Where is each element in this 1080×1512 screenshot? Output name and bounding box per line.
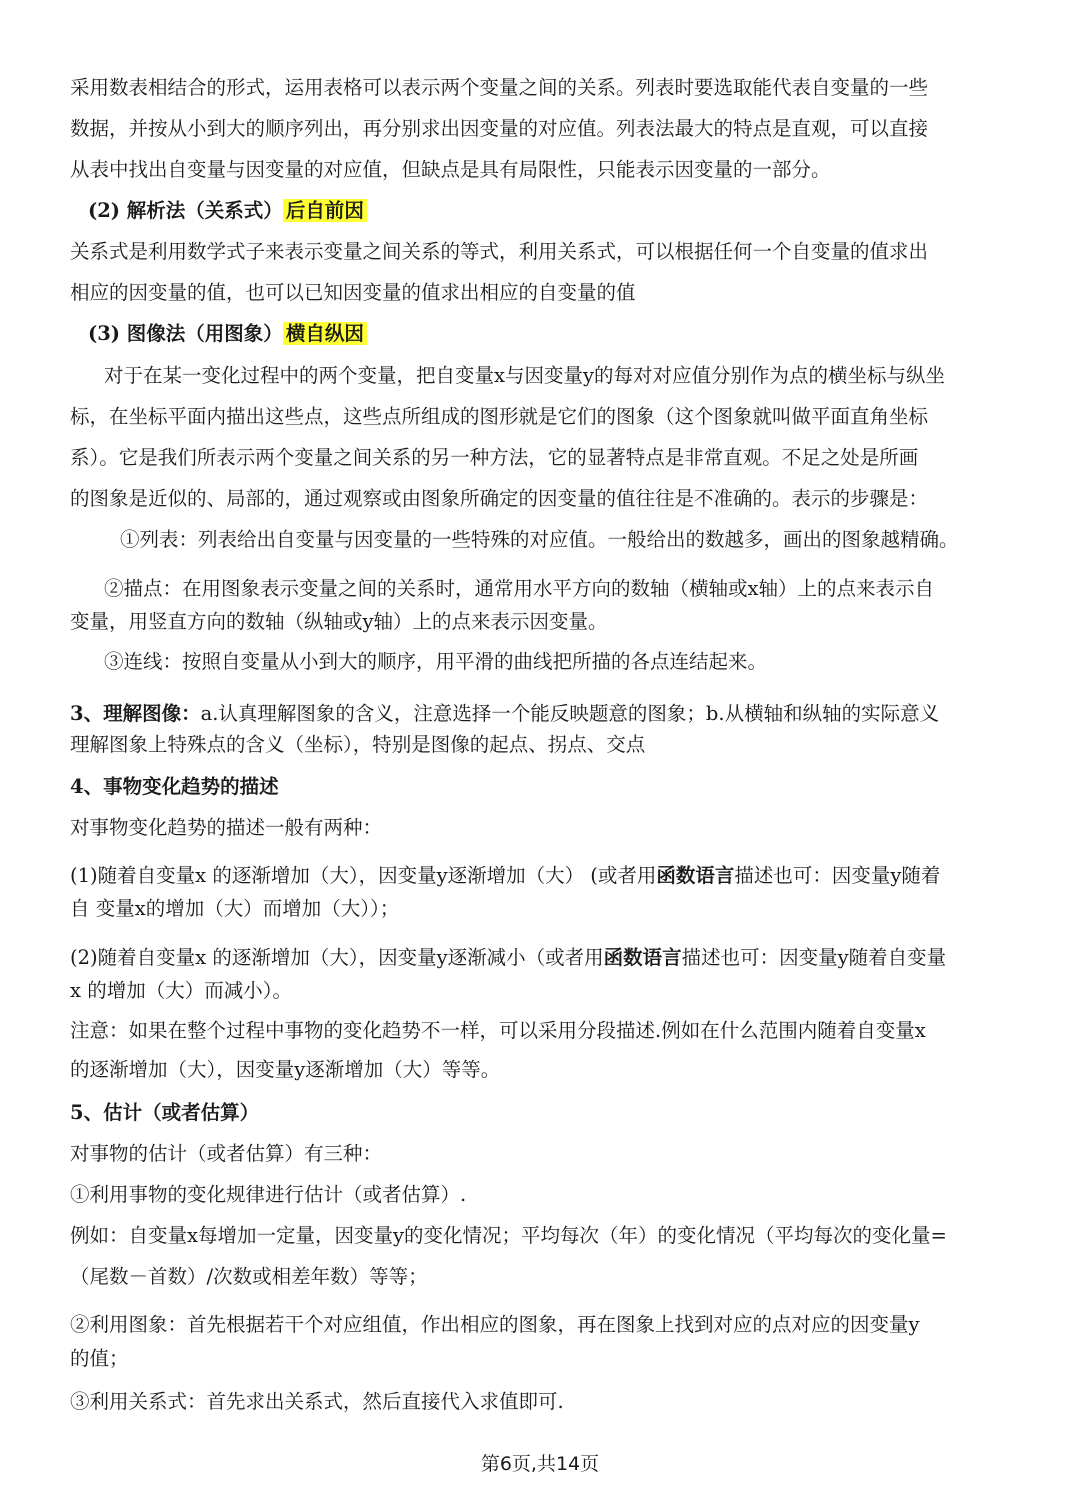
section-3-title: 3、理解图像： — [70, 702, 201, 725]
heading-analytic-method — [88, 197, 367, 225]
section-5-intro: 对事物的估计（或者估算）有三种： — [70, 1142, 383, 1165]
paragraph-line: 系）。它是我们所表示两个变量之间关系的另一种方法，它的显著特点是非常直观。不足之处是所画 — [70, 446, 919, 469]
trend-case-1-cont: 自 变量x的增加（大）而增加（大））； — [70, 897, 400, 920]
paragraph-line: 的图象是近似的、局部的，通过观察或由图象所确定的因变量的值往往是不准确的。表示的步骤是： — [70, 487, 929, 510]
section-3-line2: 理解图象上特殊点的含义（坐标），特别是图像的起点、拐点、交点 — [70, 733, 646, 756]
trend-case-1 — [70, 862, 940, 890]
heading-label: (3) 图像法（用图象） — [88, 322, 283, 345]
bold-term: 函数语言 — [656, 864, 735, 887]
paragraph-line: 数据，并按从小到大的顺序列出，再分别求出因变量的对应值。列表法最大的特点是直观，可以直接 — [70, 117, 929, 140]
section-5-title: 5、估计（或者估算） — [70, 1101, 260, 1124]
note-line: 注意：如果在整个过程中事物的变化趋势不一样，可以采用分段描述.例如在什么范围内随着自变量x — [70, 1019, 926, 1042]
estimate-method-2: ②利用图象：首先根据若干个对应组值，作出相应的图象，再在图象上找到对应的点对应的因变量y — [70, 1313, 920, 1336]
paragraph-line: 关系式是利用数学式子来表示变量之间关系的等式，利用关系式，可以根据任何一个自变量的值求出 — [70, 240, 929, 263]
step-plot-points-cont: 变量，用竖直方向的数轴（纵轴或y轴）上的点来表示因变量。 — [70, 610, 608, 633]
estimate-method-3: ③利用关系式：首先求出关系式，然后直接代入求值即可. — [70, 1390, 564, 1413]
trend-case-2-cont: x 的增加（大）而减小）。 — [70, 979, 292, 1002]
mnemonic-highlight: 横自纵因 — [283, 322, 367, 345]
trend-case-2 — [70, 944, 946, 972]
note-line: 的逐渐增加（大），因变量y逐渐增加（大）等等。 — [70, 1058, 501, 1081]
paragraph-line: 从表中找出自变量与因变量的对应值，但缺点是具有局限性，只能表示因变量的一部分。 — [70, 158, 831, 181]
paragraph-line: 标，在坐标平面内描出这些点，这些点所组成的图形就是它们的图象（这个图象就叫做平面直角坐标 — [70, 405, 929, 428]
trend-text: 描述也可：因变量y随着自变量 — [681, 946, 947, 969]
step-list-table: ①列表：列表给出自变量与因变量的一些特殊的对应值。一般给出的数越多，画出的图象越精确。 — [120, 528, 959, 551]
paragraph-line: 对于在某一变化过程中的两个变量，把自变量x与因变量y的每对对应值分别作为点的横坐标与纵坐 — [104, 364, 946, 387]
bold-term: 函数语言 — [603, 946, 682, 969]
section-3-line — [70, 700, 939, 728]
trend-text: 描述也可：因变量y随着 — [734, 864, 941, 887]
trend-text: (2)随着自变量x 的逐渐增加（大），因变量y逐渐减小（或者用 — [70, 946, 604, 969]
section-4-intro: 对事物变化趋势的描述一般有两种： — [70, 816, 383, 839]
page-footer: 第6页,共14页 — [480, 1453, 600, 1475]
paragraph-line: 采用数表相结合的形式，运用表格可以表示两个变量之间的关系。列表时要选取能代表自变量的一些 — [70, 76, 929, 99]
step-connect-line: ③连线：按照自变量从小到大的顺序，用平滑的曲线把所描的各点连结起来。 — [104, 650, 768, 673]
example-line: 例如：自变量x每增加一定量，因变量y的变化情况；平均每次（年）的变化情况（平均每次的变化量= — [70, 1224, 947, 1247]
example-line: （尾数－首数）/次数或相差年数）等等； — [70, 1265, 428, 1288]
paragraph-line: 相应的因变量的值，也可以已知因变量的值求出相应的自变量的值 — [70, 281, 636, 304]
trend-text: (1)随着自变量x 的逐渐增加（大），因变量y逐渐增加（大） (或者用 — [70, 864, 657, 887]
section-4-title: 4、事物变化趋势的描述 — [70, 775, 279, 798]
estimate-method-1: ①利用事物的变化规律进行估计（或者估算）. — [70, 1183, 467, 1206]
estimate-method-2-cont: 的值； — [70, 1347, 129, 1370]
mnemonic-highlight: 后自前因 — [283, 199, 367, 222]
step-plot-points: ②描点：在用图象表示变量之间的关系时，通常用水平方向的数轴（横轴或x轴）上的点来表示自 — [104, 577, 934, 600]
heading-graph-method — [88, 320, 367, 348]
heading-label: (2) 解析法（关系式） — [88, 199, 283, 222]
section-3-text: a.认真理解图象的含义，注意选择一个能反映题意的图象；b.从横轴和纵轴的实际意义 — [200, 702, 940, 725]
